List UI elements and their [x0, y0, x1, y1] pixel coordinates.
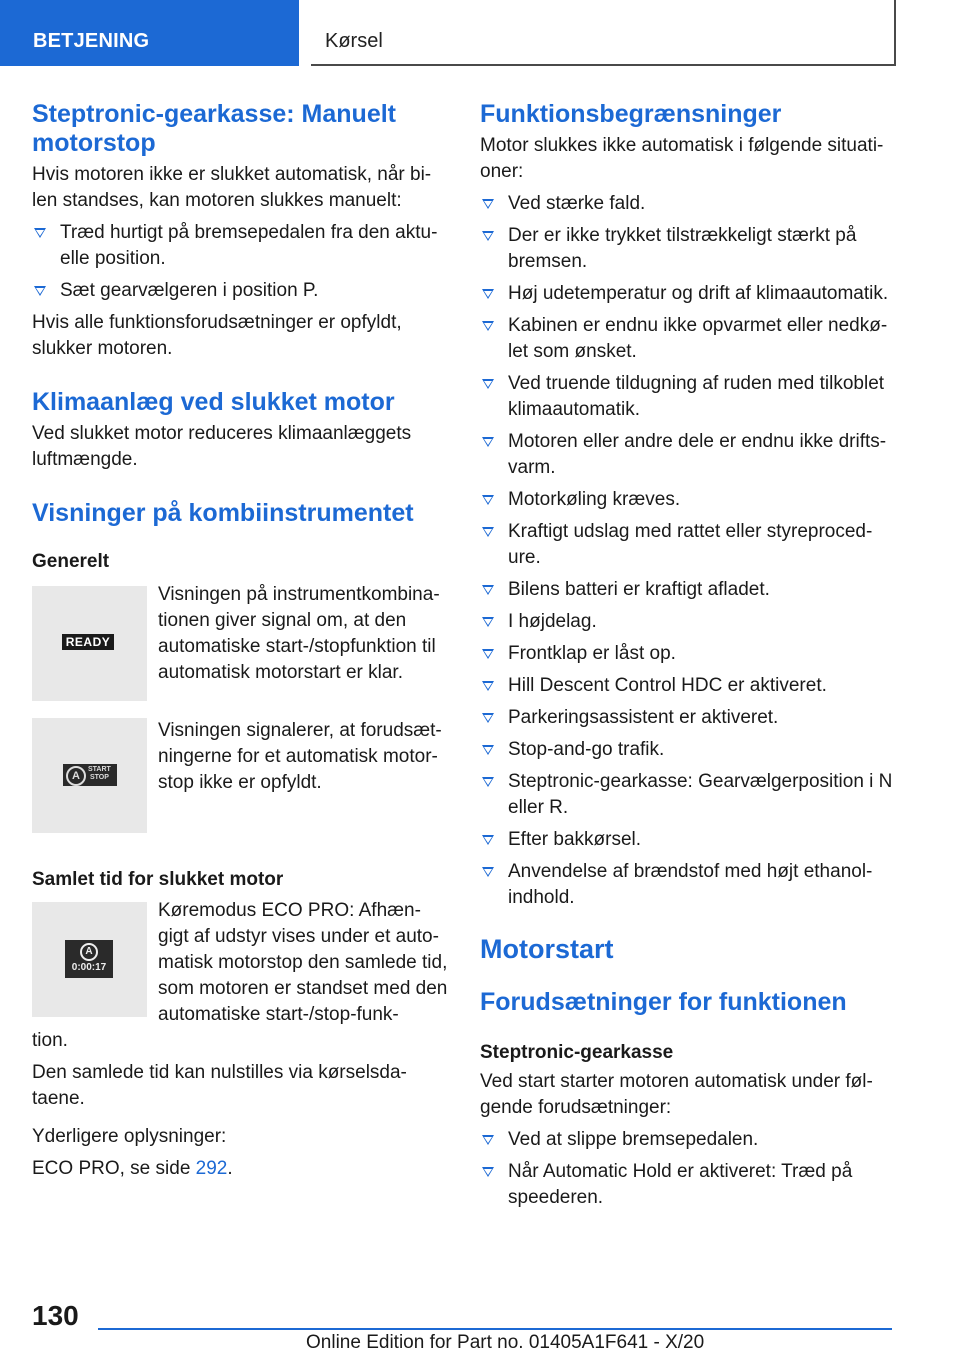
triangle-bullet-icon [482, 835, 494, 845]
list-item: Træd hurtigt på bremsepedalen fra den aktu‐ elle position. [32, 220, 448, 272]
bullet-list [32, 220, 448, 304]
heading-engine-start: Motorstart [480, 934, 614, 964]
paragraph: Motor slukkes ikke automatisk i følgende situati‐ oner: [480, 135, 884, 182]
list-item: Efter bakkørsel. [480, 827, 900, 853]
chapter-title: Kørsel [325, 30, 383, 52]
page-reference-link[interactable]: 292 [195, 1158, 228, 1179]
list-item: I højdelag. [480, 609, 900, 635]
heading-displays: Visninger på kombiinstrumentet [32, 499, 414, 527]
subheading-general: Generelt [32, 551, 110, 572]
ready-description: Visningen på instrumentkombina‐ tionen giver signal om, at den automatiske start-/stopfunktion til automatisk motorstart er klar. [158, 584, 440, 683]
triangle-bullet-icon [482, 231, 494, 241]
list-item: Ved truende tildugning af ruden med tilkoblet klimaautomatik. [480, 371, 900, 423]
list-item: Frontklap er låst op. [480, 641, 900, 667]
paragraph: Den samlede tid kan nulstilles via kørselsda‐ taene. [32, 1062, 407, 1109]
triangle-bullet-icon [482, 495, 494, 505]
list-item: Kabinen er endnu ikke opvarmet eller nedkø‐ let som ønsket. [480, 313, 900, 365]
subheading-steptronic: Steptronic-gearkasse [480, 1042, 674, 1063]
triangle-bullet-icon [482, 1135, 494, 1145]
triangle-bullet-icon [482, 777, 494, 787]
list-item: Anvendelse af brændstof med højt ethanol‐ indhold. [480, 859, 900, 911]
timer-indicator-image [32, 902, 147, 1017]
heading-climate: Klimaanlæg ved slukket motor [32, 388, 395, 416]
right-column [480, 100, 900, 1211]
list-item: Der er ikke trykket tilstrækkeligt stærkt på bremsen. [480, 223, 900, 275]
footer-edition: Online Edition for Part no. 01405A1F641 - X/20 [306, 1332, 705, 1353]
list-item: Hill Descent Control HDC er aktiveret. [480, 673, 900, 699]
left-column [32, 100, 448, 1182]
heading-prerequisites: Forudsætninger for funktionen [480, 988, 847, 1016]
paragraph: Yderligere oplysninger: [32, 1126, 227, 1147]
list-item: Høj udetemperatur og drift af klimaautomatik. [480, 281, 900, 307]
timer-indicator-block [32, 898, 448, 1054]
auto-start-stop-off-icon: A START STOP [63, 764, 117, 786]
timer-description: Køremodus ECO PRO: Afhæn‐ gigt af udstyr vises under et auto‐ matisk motorstop den samlede tid, som motoren er standset med den automatiske start-/stop-funk‐ [158, 900, 448, 1025]
paragraph: Ved slukket motor reduceres klimaanlæggets luftmængde. [32, 423, 412, 470]
list-item: Steptronic-gearkasse: Gearvælgerposition i N eller R. [480, 769, 900, 821]
triangle-bullet-icon [482, 321, 494, 331]
paragraph: Ved start starter motoren automatisk under føl‐ gende forudsætninger: [480, 1071, 873, 1118]
list-item: Parkeringsassistent er aktiveret. [480, 705, 900, 731]
list-item: Ved stærke fald. [480, 191, 900, 217]
paragraph: Hvis motoren ikke er slukket automatisk, når bi‐ len standses, kan motoren slukkes manuelt: [32, 164, 432, 211]
timer-description-cont: tion. [32, 1030, 68, 1051]
triangle-bullet-icon [482, 681, 494, 691]
triangle-bullet-icon [482, 199, 494, 209]
paragraph: Hvis alle funktionsforudsætninger er opfyldt, slukker motoren. [32, 312, 402, 359]
chapter-tab [311, 0, 896, 66]
list-item: Motorkøling kræves. [480, 487, 900, 513]
startstop-indicator-image [32, 718, 147, 833]
list-item: Kraftigt udslag med rattet eller styreproced‐ ure. [480, 519, 900, 571]
startstop-indicator-block [32, 718, 448, 864]
list-item: Stop-and-go trafik. [480, 737, 900, 763]
page-number: 130 [32, 1300, 79, 1331]
bullet-list [480, 191, 900, 911]
paragraph: ECO PRO, se side 292. [32, 1158, 233, 1179]
triangle-bullet-icon [482, 867, 494, 877]
list-item: Bilens batteri er kraftigt afladet. [480, 577, 900, 603]
list-item: Ved at slippe bremsepedalen. [480, 1127, 900, 1153]
triangle-bullet-icon [34, 228, 46, 238]
ready-indicator-block [32, 582, 448, 718]
footer-divider [98, 1328, 892, 1330]
heading-limitations: Funktionsbegrænsninger [480, 100, 782, 128]
section-tab [0, 0, 299, 66]
triangle-bullet-icon [482, 1167, 494, 1177]
heading-manual-stop: Steptronic-gearkasse: Manuelt motorstop [32, 100, 396, 157]
triangle-bullet-icon [482, 585, 494, 595]
triangle-bullet-icon [482, 713, 494, 723]
auto-stop-timer-icon: A 0:00:17 [65, 940, 113, 978]
triangle-bullet-icon [482, 649, 494, 659]
triangle-bullet-icon [482, 437, 494, 447]
triangle-bullet-icon [482, 617, 494, 627]
triangle-bullet-icon [482, 527, 494, 537]
triangle-bullet-icon [482, 745, 494, 755]
triangle-bullet-icon [482, 379, 494, 389]
bullet-list [480, 1127, 900, 1211]
section-title: BETJENING [33, 30, 150, 52]
ready-label: READY [62, 634, 114, 650]
list-item: Når Automatic Hold er aktiveret: Træd på speederen. [480, 1159, 900, 1211]
triangle-bullet-icon [482, 289, 494, 299]
list-item: Motoren eller andre dele er endnu ikke drifts‐ varm. [480, 429, 900, 481]
ready-indicator-image [32, 586, 147, 701]
subheading-total-time: Samlet tid for slukket motor [32, 869, 284, 890]
triangle-bullet-icon [34, 286, 46, 296]
list-item: Sæt gearvælgeren i position P. [32, 278, 448, 304]
startstop-description: Visningen signalerer, at forudsæt‐ ningerne for et automatisk motor‐ stop ikke er opfyldt. [158, 720, 442, 793]
